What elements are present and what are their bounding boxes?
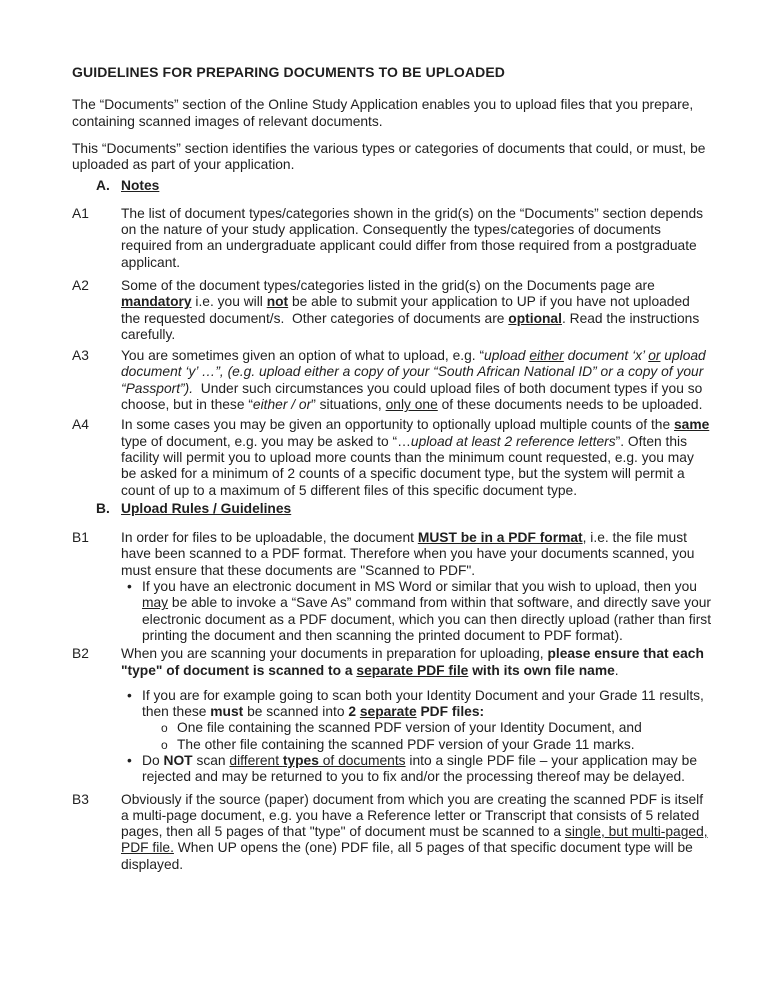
item-b2 <box>72 646 712 785</box>
item-a2 <box>72 278 712 343</box>
bullet-marker: • <box>127 752 132 768</box>
bullet-text: Do NOT scan different types of documents into a single PDF file – your application may be rejected and may be returned to you to fix and/or the processing thereof may be delayed. <box>142 752 697 785</box>
sub-bullet-text: The other file containing the scanned PDF version of your Grade 11 marks. <box>177 736 635 752</box>
bullet-marker: • <box>127 579 132 595</box>
sub-bullet-marker: o <box>161 721 168 736</box>
item-label: A4 <box>72 417 89 433</box>
section-letter: A. <box>96 178 110 194</box>
section-heading-a <box>96 178 712 194</box>
item-a3 <box>72 348 712 413</box>
item-b1 <box>72 530 712 644</box>
item-label: A1 <box>72 205 89 221</box>
bullet-item <box>127 753 712 786</box>
item-label: B3 <box>72 791 89 807</box>
bullet-item <box>127 579 712 644</box>
item-label: B1 <box>72 530 89 546</box>
sub-bullet-marker: o <box>161 737 168 752</box>
sub-bullet-item <box>161 720 712 736</box>
intro-paragraph-1: The “Documents” section of the Online Study Application enables you to upload files that you prepare, containing scanned images of relevant documents. <box>72 97 694 129</box>
item-text: When you are scanning your documents in preparation for uploading, please ensure that each "type" of document is scanned to a separate PDF file with its own file name. <box>121 646 704 678</box>
sub-bullet-item <box>161 737 712 753</box>
item-text: In some cases you may be given an opportunity to optionally upload multiple counts of the same type of document, e.g. you may be asked to “…upload at least 2 reference letters”. Often this facility will permit you to upload more counts than the minimum count requested, e.g. you may be asked for a minimum of 2 counts of a specific document type, but the system will permit a count of up to a maximum of 5 different files of this specific document type. <box>121 417 710 498</box>
bullet-text: If you are for example going to scan both your Identity Document and your Grade 11 results, then these must be scanned into 2 separate PDF files: <box>142 687 704 720</box>
item-text: Obviously if the source (paper) document from which you are creating the scanned PDF is itself a multi-page document, e.g. you have a Reference letter or Transcript that consists of 5 related pages, then all 5 pages of that "type" of document must be scanned to a single, but multi-paged, PDF file. When UP opens the (one) PDF file, all 5 pages of that specific document type will be displayed. <box>121 791 708 872</box>
section-heading-b <box>96 501 712 517</box>
item-a1 <box>72 206 712 271</box>
section-label: Upload Rules / Guidelines <box>121 500 292 516</box>
section-letter: B. <box>96 500 110 516</box>
item-b3 <box>72 792 712 873</box>
item-label: B2 <box>72 646 89 662</box>
bullet-text: If you have an electronic document in MS Word or similar that you wish to upload, then you may be able to invoke a “Save As” command from within that software, and directly save your electronic document as a PDF document, which you can then directly upload (rather than first printing the document and then scanning the printed document to PDF format). <box>142 579 712 643</box>
item-a4 <box>72 417 712 498</box>
item-text: The list of document types/categories shown in the grid(s) on the “Documents” section depends on the nature of your study application. Consequently the types/categories of documents required from an undergraduate applicant could differ from those required from a postgraduate applicant. <box>121 205 704 270</box>
bullet-marker: • <box>127 687 132 703</box>
item-text: Some of the document types/categories listed in the grid(s) on the Documents page are mandatory i.e. you will not be able to submit your application to UP if you have not uploaded the requested document/s. Other categories of documents are optional. Read the instructions carefully. <box>121 277 700 342</box>
sub-bullet-text: One file containing the scanned PDF version of your Identity Document, and <box>177 720 642 736</box>
item-label: A3 <box>72 348 89 364</box>
item-text: In order for files to be uploadable, the document MUST be in a PDF format, i.e. the file must have been scanned to a PDF format. Therefore when you have your documents scanned, you must ensure that these documents are "Scanned to PDF". <box>121 530 695 578</box>
bullet-item <box>127 688 712 721</box>
intro-paragraph-2: This “Documents” section identifies the various types or categories of documents that could, or must, be uploaded as part of your application. <box>72 140 706 173</box>
item-text: You are sometimes given an option of what to upload, e.g. “upload either document ‘x’ or upload document ‘y’ …”, (e.g. upload either a copy of your “South African National ID” or a copy of your “Passport”). Under such circumstances you could upload files of both document types if you so choose, but in these “either / or” situations, only one of these documents needs to be uploaded. <box>121 348 706 413</box>
item-label: A2 <box>72 277 89 293</box>
section-label: Notes <box>121 178 160 194</box>
doc-title: GUIDELINES FOR PREPARING DOCUMENTS TO BE UPLOADED <box>72 64 505 80</box>
